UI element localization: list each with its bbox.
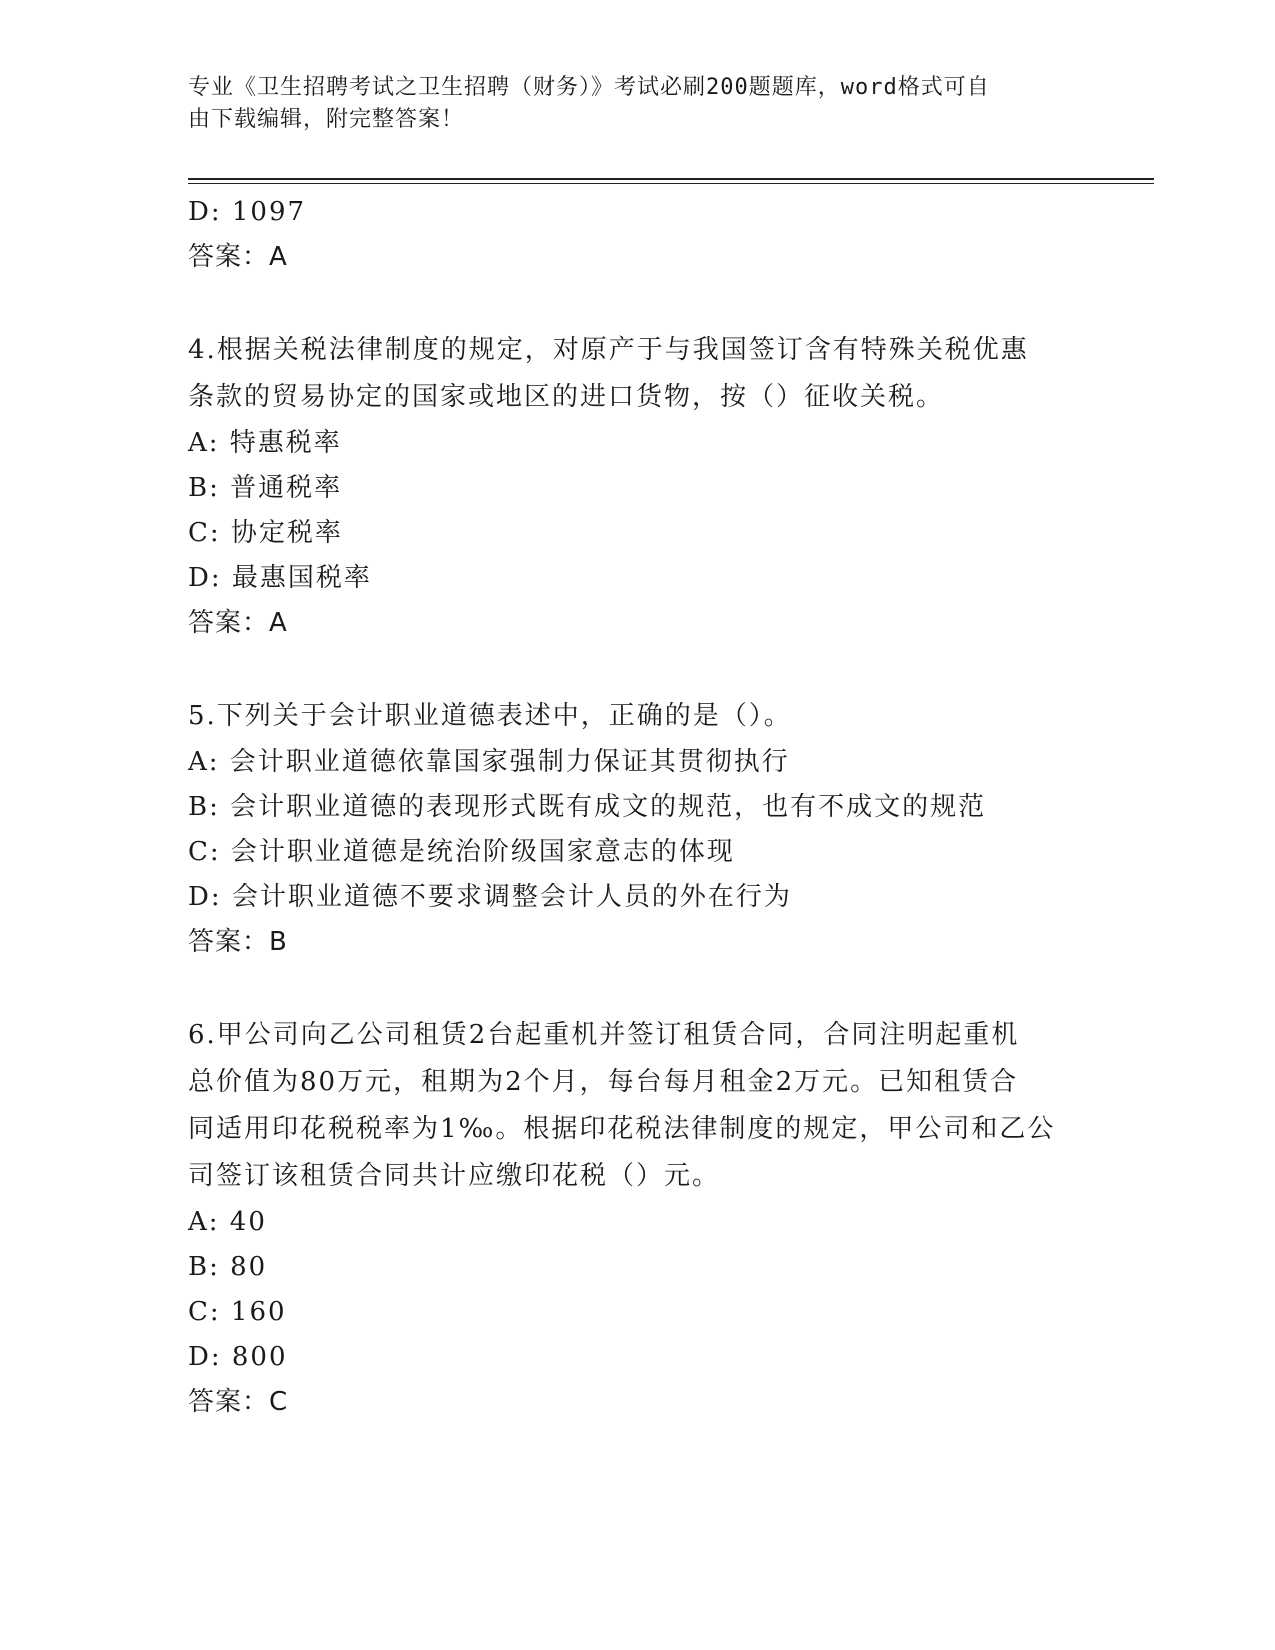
prev-question-tail <box>188 190 1088 280</box>
stem-line: 司签订该租赁合同共计应缴印花税（）元。 <box>188 1161 721 1191</box>
question-4 <box>188 327 1088 646</box>
option-c: C: 协定税率 <box>188 518 343 548</box>
option-a: A: 会计职业道德依靠国家强制力保证其贯彻执行 <box>188 747 790 777</box>
stem-line: 6.甲公司向乙公司租赁2台起重机并签订租赁合同，合同注明起重机 <box>188 1020 1020 1050</box>
option-b: B: 普通税率 <box>188 473 343 503</box>
answer-line: 答案：C <box>188 1387 289 1417</box>
stem-line: 总价值为80万元，租期为2个月，每台每月租金2万元。已知租赁合 <box>188 1067 1019 1097</box>
option-d: D: 会计职业道德不要求调整会计人员的外在行为 <box>188 882 792 912</box>
stem-line: 同适用印花税税率为1‰。根据印花税法律制度的规定，甲公司和乙公 <box>188 1114 1056 1144</box>
question-stem <box>188 1012 1088 1200</box>
question-6 <box>188 1012 1088 1425</box>
header-divider-thick <box>188 178 1154 180</box>
option-a: A: 40 <box>188 1207 267 1237</box>
option-c: C: 会计职业道德是统治阶级国家意志的体现 <box>188 837 735 867</box>
option-d: D: 最惠国税率 <box>188 563 372 593</box>
header-line-2: 由下载编辑，附完整答案！ <box>188 107 465 132</box>
option-b: B: 80 <box>188 1252 268 1282</box>
option-d: D: 800 <box>188 1342 288 1372</box>
question-stem <box>188 693 1088 740</box>
option-a: A: 特惠税率 <box>188 428 342 458</box>
stem-line: 4.根据关税法律制度的规定，对原产于与我国签订含有特殊关税优惠 <box>188 335 1029 365</box>
question-5 <box>188 693 1088 965</box>
document-body <box>188 190 1088 1425</box>
stem-line: 条款的贸易协定的国家或地区的进口货物，按（）征收关税。 <box>188 382 945 412</box>
option-d: D: 1097 <box>188 197 307 227</box>
option-b: B: 会计职业道德的表现形式既有成文的规范，也有不成文的规范 <box>188 792 987 822</box>
option-c: C: 160 <box>188 1297 287 1327</box>
header-divider-thin <box>188 183 1154 184</box>
answer-line: 答案：A <box>188 608 288 638</box>
stem-line: 5.下列关于会计职业道德表述中，正确的是（）。 <box>188 701 792 731</box>
header-line-1: 专业《卫生招聘考试之卫生招聘（财务）》考试必刷200题题库，word格式可自 <box>188 75 990 100</box>
question-stem <box>188 327 1088 421</box>
document-header <box>188 72 1068 136</box>
answer-line: 答案：A <box>188 242 288 272</box>
answer-line: 答案：B <box>188 927 288 957</box>
